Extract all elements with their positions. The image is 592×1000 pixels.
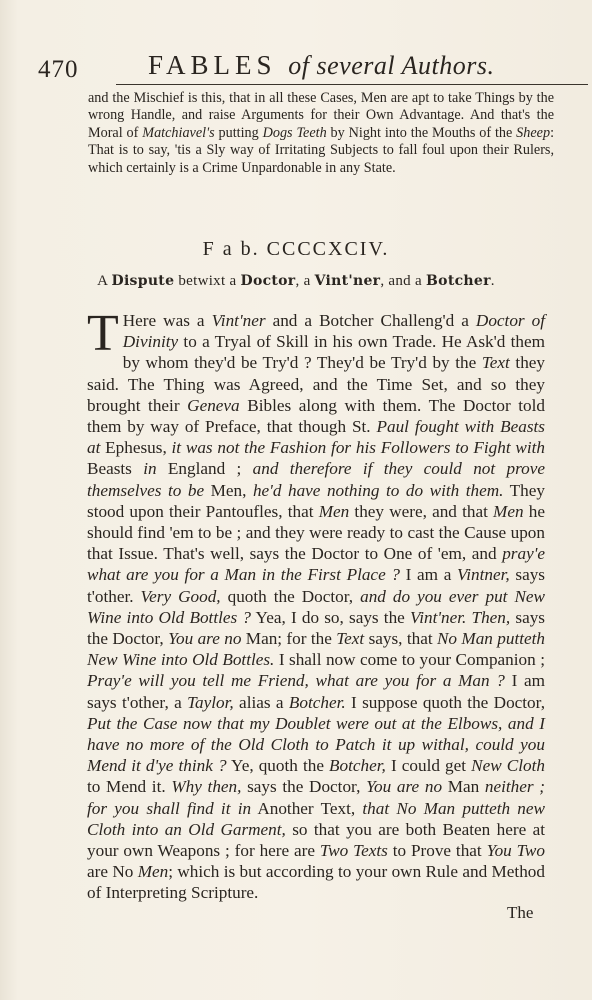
- body-text: Yea, I do so, says the: [250, 607, 410, 627]
- body-text: they were, and that: [349, 501, 494, 521]
- intro-paragraph: [88, 90, 554, 177]
- body-italic: neither ; for you shall find it in: [87, 777, 545, 818]
- body-text: to Mend it.: [87, 777, 172, 797]
- intro-italic: Dogs Teeth: [262, 124, 327, 141]
- body-italic: You are no: [366, 777, 443, 797]
- body-text: Men,: [204, 480, 253, 500]
- body-italic: Very Good,: [140, 586, 221, 606]
- body-text: they said. The Thing was Agreed, and the Time Set, and so they brought their: [87, 353, 546, 415]
- body-text: Man: [442, 777, 485, 797]
- subtitle-text: , and a: [380, 273, 427, 289]
- subtitle-text: betwixt a: [174, 273, 241, 289]
- body-text: I suppose quoth the Doctor,: [345, 692, 545, 712]
- body-text: so that you are both Beaten here at your own Weapons ; for here are: [87, 819, 546, 861]
- body-italic: You are no: [168, 629, 242, 649]
- body-italic: Botcher,: [329, 756, 386, 776]
- body-italic: Men: [137, 862, 169, 882]
- body-italic: No Man putteth New Wine into Old Bottles.: [87, 629, 545, 670]
- body-italic: Geneva: [187, 395, 240, 415]
- body-text: Ephesus,: [100, 438, 172, 458]
- body-text: and a: [265, 311, 320, 330]
- body-italic: Two Texts: [319, 841, 388, 861]
- body-text: says the Doctor,: [241, 777, 367, 797]
- body-text: he should find 'em to be ; and they were ready to cast the Cause upon that Issue. That's well, says the Doctor to One of 'em, and: [87, 501, 546, 564]
- body-text: England ;: [156, 459, 253, 479]
- body-italic: Paul fought with Beasts at: [87, 417, 545, 458]
- subtitle-blackletter: Dispute: [111, 273, 175, 289]
- catchword: The: [507, 903, 534, 922]
- body-text: Botcher: [319, 311, 374, 330]
- body-italic: Men: [493, 501, 524, 521]
- body-italic: New Cloth: [471, 756, 545, 776]
- body-text: Man; for the: [241, 629, 337, 649]
- drop-cap: T: [87, 305, 119, 362]
- body-text: Another Text,: [251, 798, 363, 818]
- body-text: alias a: [233, 692, 289, 712]
- subtitle-text: , a: [295, 273, 315, 289]
- body-text: I could get: [385, 756, 472, 776]
- body-italic: in: [143, 459, 157, 479]
- body-italic: Text: [481, 353, 510, 373]
- fable-subtitle: [0, 273, 592, 290]
- intro-italic: Sheep: [516, 124, 551, 141]
- body-text: Beasts: [87, 459, 144, 479]
- body-text: to a Tryal of Skill in his own Trade. He Ask'd them by whom they'd be Try'd ? They'd be Try'd by the: [122, 332, 545, 373]
- running-title: [148, 50, 494, 81]
- intro-text: by Night into the Mouths of the: [326, 124, 517, 141]
- body-text: says the Doctor,: [87, 607, 545, 649]
- running-title-italic: of several Authors.: [288, 51, 495, 80]
- body-italic: You Two: [486, 841, 545, 861]
- body-italic: Vint'ner: [211, 311, 266, 330]
- body-text: I shall now come to your Companion ;: [274, 650, 545, 670]
- body-italic: Botcher.: [288, 692, 346, 712]
- body-italic: Put the Case now that my Doublet were out at the Elbows, and I have no more of the Old Cloth to Patch it up withal, could you Mend it d'ye think ?: [87, 713, 545, 776]
- subtitle-text: A: [97, 273, 112, 289]
- subtitle-blackletter: Botcher: [426, 273, 491, 289]
- intro-italic: Matchiavel's: [142, 124, 215, 141]
- body-text: are No: [87, 862, 138, 882]
- fable-body: [87, 305, 546, 904]
- body-text: says t'other.: [87, 565, 545, 606]
- body-italic: he'd have nothing to do with them.: [252, 480, 504, 500]
- body-italic: it was not the Fashion for his Followers to Fight with: [171, 438, 545, 458]
- body-text: I am a: [399, 565, 458, 585]
- body-italic: Men: [318, 501, 350, 521]
- body-text: Here was a: [122, 311, 212, 330]
- body-italic: and therefore if they could not prove themselves to be: [87, 459, 545, 500]
- page-number: 470: [38, 56, 79, 83]
- subtitle-text: .: [490, 273, 495, 289]
- body-text: ; which is but according to your own Rule and Method of Interpreting Scripture.: [87, 862, 545, 903]
- body-italic: Doctor of Divinity: [122, 311, 546, 352]
- body-italic: Why then,: [171, 777, 242, 797]
- header-rule: [116, 84, 588, 85]
- subtitle-blackletter: Doctor: [240, 273, 296, 289]
- body-text: They stood upon their Pantoufles, that: [87, 480, 545, 521]
- subtitle-blackletter: Vint'ner: [314, 273, 381, 289]
- body-italic: Vint'ner. Then,: [409, 607, 511, 627]
- body-text: Ye, quoth the: [226, 756, 330, 776]
- body-italic: and do you ever put New Wine into Old Bottles ?: [87, 586, 546, 627]
- intro-text: : That is to say, 'tis a Sly way of Irritating Subjects to fall foul upon their Rulers, which certainly is a Crime Unpardonable in any State.: [88, 124, 555, 176]
- body-italic: that No Man putteth new Cloth into an Old Garment,: [87, 798, 545, 839]
- body-text: says, that: [364, 629, 437, 649]
- body-text: to Prove that: [387, 841, 487, 861]
- body-italic: Vintner,: [457, 565, 510, 585]
- page-header: [38, 48, 562, 88]
- intro-text: putting: [214, 124, 263, 141]
- body-italic: Text: [336, 629, 365, 649]
- body-italic: pray'e what are you for a Man in the First Place ?: [87, 544, 545, 585]
- body-text: Bibles along with them. The Doctor told them by way of Preface, that though St.: [87, 395, 545, 437]
- body-text: Challeng'd a: [373, 311, 476, 330]
- fable-title: F a b. CCCCXCIV.: [202, 238, 390, 260]
- body-italic: Pray'e will you tell me Friend, what are you for a Man ?: [87, 671, 505, 691]
- intro-text: and the Mischief is this, that in all these Cases, Men are apt to take Things by the wrong Handle, and raise Arguments for their Own Advantage. And that's the Moral of: [88, 90, 554, 141]
- body-italic: Taylor,: [187, 692, 234, 712]
- body-text: quoth the Doctor,: [220, 586, 361, 606]
- body-text: I am says t'other, a: [87, 671, 545, 712]
- running-title-main: FABLES: [148, 50, 277, 80]
